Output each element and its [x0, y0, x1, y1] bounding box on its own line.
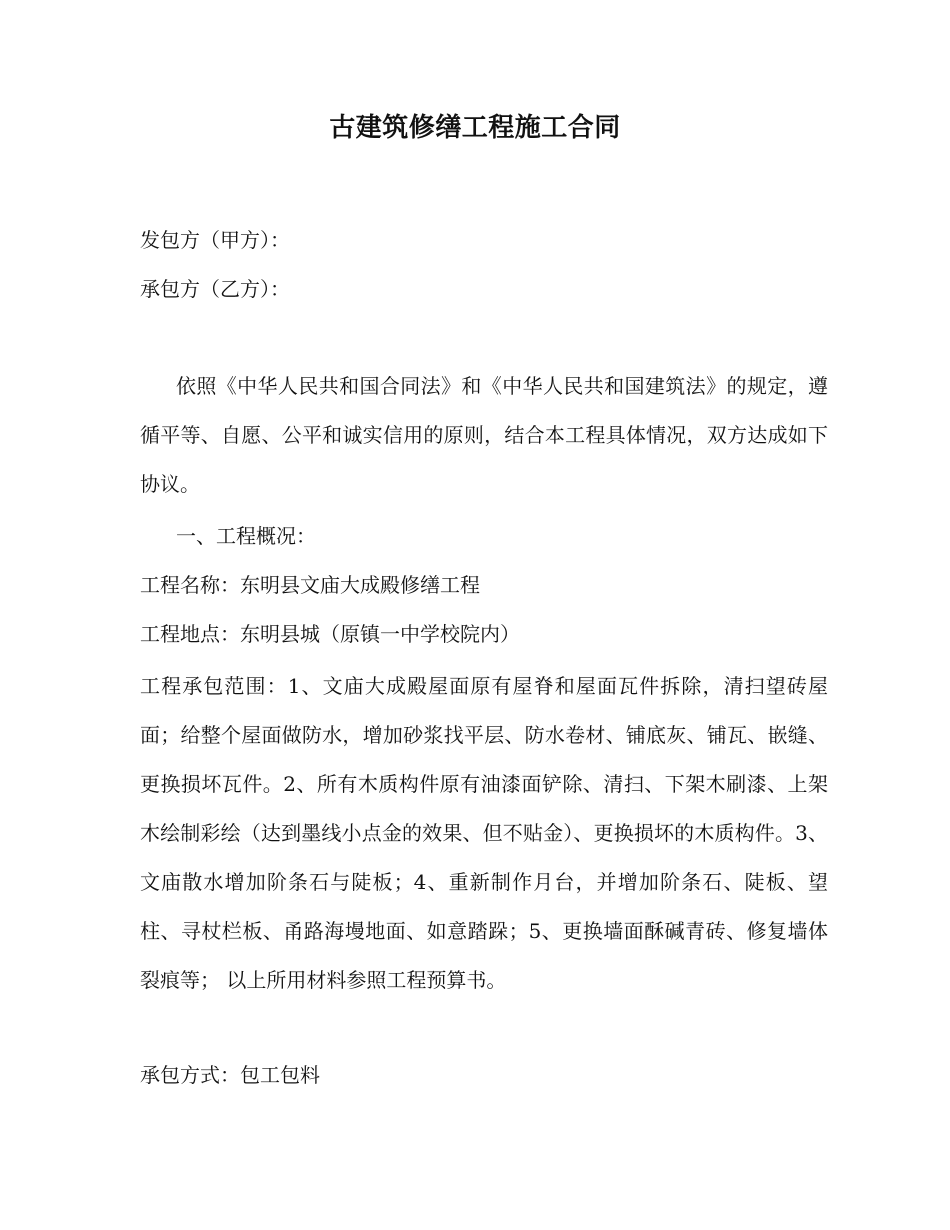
project-name-line: 工程名称：东明县文庙大成殿修缮工程: [140, 573, 480, 597]
section-heading-overview: 一、工程概况：: [176, 524, 316, 548]
party-b-line: 承包方（乙方）：: [140, 277, 290, 301]
preamble-paragraph: 依照《中华人民共和国合同法》和《中华人民共和国建筑法》的规定，遵循平等、自愿、公平和诚实信用的原则，结合本工程具体情况，双方达成如下协议。: [140, 374, 828, 496]
document-title: 古建筑修缮工程施工合同: [329, 113, 621, 143]
contract-method-line: 承包方式：包工包料: [140, 1063, 320, 1087]
party-a-line: 发包方（甲方）：: [140, 228, 290, 252]
project-scope-paragraph: 工程承包范围：1、文庙大成殿屋面原有屋脊和屋面瓦件拆除，清扫望砖屋面；给整个屋面做防水，增加砂浆找平层、防水卷材、铺底灰、铺瓦、嵌缝、更换损坏瓦件。2、所有木质构件原有油漆面铲除、清扫、下架木刷漆、上架木绘制彩绘（达到墨线小点金的效果、但不贴金）、更换损坏的木质构件。3、文庙散水增加阶条石与陡板；4、重新制作月台，并增加阶条石、陡板、望柱、寻杖栏板、甬路海墁地面、如意踏跺；5、更换墙面酥碱青砖、修复墙体裂痕等； 以上所用材料参照工程预算书。: [140, 674, 828, 992]
project-location-line: 工程地点：东明县城（原镇一中学校院内）: [140, 622, 520, 646]
